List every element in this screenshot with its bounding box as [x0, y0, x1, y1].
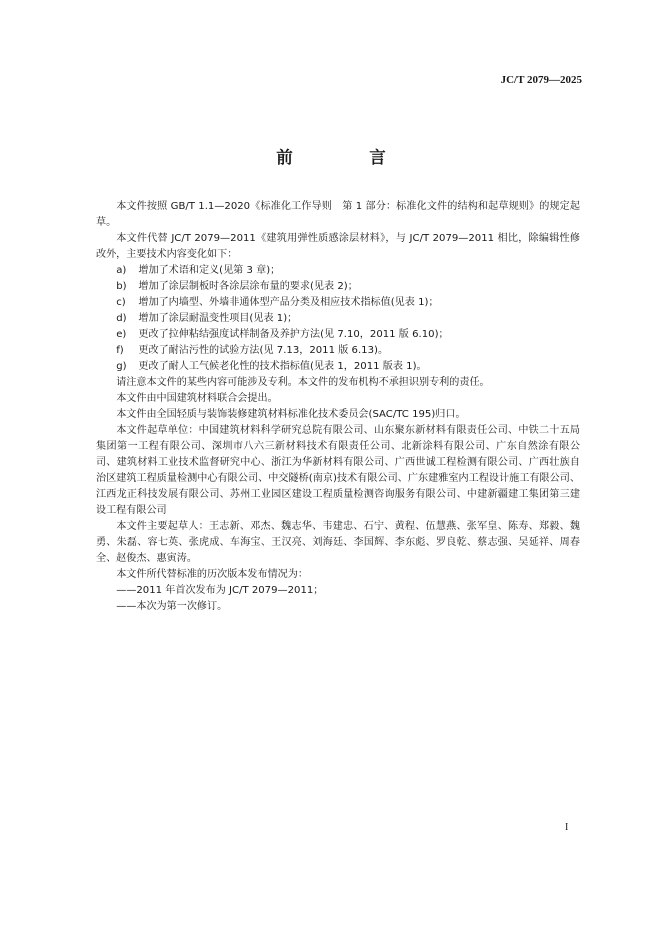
list-item [96, 327, 580, 343]
patent-notice: 请注意本文件的某些内容可能涉及专利。本文件的发布机构不承担识别专利的责任。 [116, 377, 490, 388]
list-marker: f) [116, 345, 124, 356]
list-item-text: 增加了涂层耐温变性项目(见表 1)； [138, 313, 298, 324]
foreword-body [96, 199, 580, 615]
list-item-text: 增加了术语和定义(见第 3 章)； [138, 265, 281, 276]
history-item: ——本次为第一次修订。 [116, 601, 228, 612]
list-marker: c) [116, 297, 126, 308]
list-item-text: 更改了耐人工气候老化性的技术指标值(见表 1，2011 版表 1)。 [138, 361, 427, 372]
list-item-text: 更改了耐沾污性的试验方法(见 7.13，2011 版 6.13)。 [138, 345, 389, 356]
list-item [96, 279, 580, 295]
history-intro: 本文件所代替标准的历次版本发布情况为： [116, 569, 308, 580]
intro-paragraph: 本文件代替 JC/T 2079—2011《建筑用弹性质感涂层材料》，与 JC/T 2079—2011 相比，除编辑性修改外，主要技术内容变化如下： [96, 233, 580, 260]
list-item [96, 311, 580, 327]
list-marker: a) [116, 265, 127, 276]
changes-list [96, 263, 580, 375]
page-number: I [565, 822, 569, 833]
list-marker: e) [116, 329, 127, 340]
list-item-text: 更改了拉伸粘结强度试样制备及养护方法(见 7.10，2011 版 6.10)； [138, 329, 449, 340]
document-code: JC/T 2079—2025 [500, 74, 582, 86]
list-marker: g) [116, 361, 127, 372]
list-marker: b) [116, 281, 127, 292]
list-item-text: 增加了内墙型、外墙非通体型产品分类及相应技术指标值(见表 1)； [138, 297, 439, 308]
drafters: 本文件主要起草人：王志新、邓杰、魏志华、韦建忠、石宁、黄程、伍慧燕、张军皇、陈寿、郑毅、魏勇、朱磊、容七英、张虎成、车海宝、王汉亮、刘海廷、李国辉、李东彪、罗良乾、蔡志强、吴延祥、周春全、赵俊杰、惠寅涛。 [96, 521, 580, 564]
intro-paragraph: 本文件按照 GB/T 1.1—2020《标准化工作导则 第 1 部分：标准化文件的结构和起草规则》的规定起草。 [96, 201, 580, 228]
proposer-statement: 本文件由中国建筑材料联合会提出。 [116, 393, 278, 404]
drafting-organizations: 本文件起草单位：中国建筑材料科学研究总院有限公司、山东聚东新材料有限责任公司、中铁二十五局集团第一工程有限公司、深圳市八六三新材料技术有限责任公司、北新涂料有限公司、广东自然涂有限公司、建筑材料工业技术监督研究中心、浙江为华新材料有限公司、广西世诚工程检测有限公司、广西壮族自治区建筑工程质量检测中心有限公司、中交隧桥(南京)技术有限公司、广东建雅室内工程设计施工有限公司、江西龙正科技发展有限公司、苏州工业园区建设工程质量检测咨询服务有限公司、中建新疆建工集团第三建设工程有限公司 [96, 425, 580, 516]
list-item [96, 263, 580, 279]
committee-statement: 本文件由全国轻质与装饰装修建筑材料标准化技术委员会(SAC/TC 195)归口。 [116, 409, 466, 420]
list-item [96, 295, 580, 311]
list-item [96, 343, 580, 359]
list-item-text: 增加了涂层制板时各涂层涂布量的要求(见表 2)； [138, 281, 358, 292]
page-title: 前 言 [276, 148, 416, 167]
history-item: ——2011 年首次发布为 JC/T 2079—2011； [116, 585, 324, 596]
list-item [96, 359, 580, 375]
list-marker: d) [116, 313, 127, 324]
